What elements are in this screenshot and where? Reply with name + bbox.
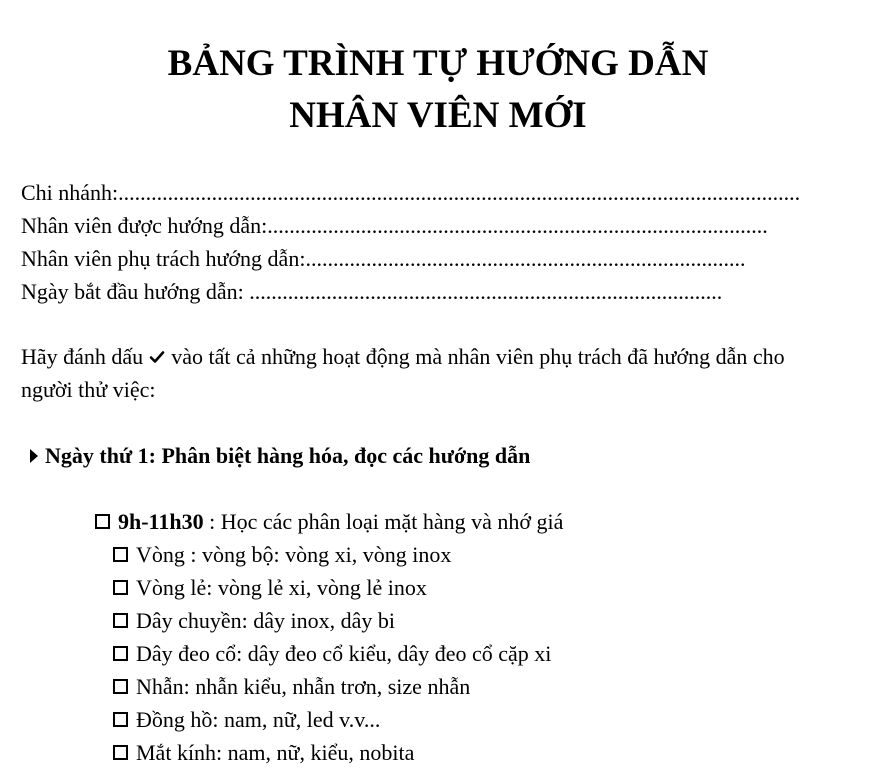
checklist-item [113, 571, 551, 604]
field-label: Nhân viên phụ trách hướng dẫn: [21, 246, 306, 271]
triangle-bullet-icon [29, 448, 39, 464]
field-trainee [21, 209, 831, 242]
task-desc: : Học các phân loại mặt hàng và nhớ giá [203, 509, 564, 534]
checklist [113, 538, 551, 769]
checkbox-icon[interactable] [113, 646, 128, 661]
document-title-line-2: NHÂN VIÊN MỚI [289, 95, 587, 136]
check-icon [149, 349, 165, 365]
task-time: 9h-11h30 [118, 509, 204, 534]
checklist-item-label: Mắt kính: nam, nữ, kiểu, nobita [136, 740, 415, 765]
checkbox-icon[interactable] [113, 547, 128, 562]
checkbox-icon[interactable] [113, 745, 128, 760]
checkbox-icon[interactable] [113, 613, 128, 628]
document-title-line-1: BẢNG TRÌNH TỰ HƯỚNG DẪN [167, 43, 709, 84]
instruction-after: vào tất cả những hoạt động mà nhân viên phụ trách đã hướng dẫn cho người thử việc: [21, 344, 785, 402]
field-fill-line[interactable]: ............................................................................................................................ [118, 180, 801, 205]
checklist-item-label: Đồng hồ: nam, nữ, led v.v... [136, 707, 381, 732]
checkbox-icon[interactable] [113, 679, 128, 694]
field-branch [21, 176, 831, 209]
checklist-item [113, 736, 551, 769]
checklist-item [113, 604, 551, 637]
checklist-item-label: Vòng : vòng bộ: vòng xi, vòng inox [136, 542, 452, 567]
checkbox-icon[interactable] [113, 580, 128, 595]
checklist-item [113, 637, 551, 670]
checklist-item-label: Dây chuyền: dây inox, dây bi [136, 608, 396, 633]
field-label: Nhân viên được hướng dẫn: [21, 213, 268, 238]
task-row [95, 505, 563, 538]
checklist-item-label: Vòng lẻ: vòng lẻ xi, vòng lẻ inox [136, 575, 427, 600]
field-label: Ngày bắt đầu hướng dẫn: [21, 279, 250, 304]
field-start-date [21, 275, 831, 308]
checkbox-icon[interactable] [95, 514, 110, 529]
checklist-item [113, 670, 551, 703]
instruction-text [21, 340, 841, 406]
checklist-item [113, 703, 551, 736]
checklist-item [113, 538, 551, 571]
field-fill-line[interactable]: ...................................................................................... [249, 279, 723, 304]
checkbox-icon[interactable] [113, 712, 128, 727]
field-fill-line[interactable]: ........................................................................................... [267, 213, 768, 238]
checklist-item-label: Dây đeo cổ: dây đeo cổ kiểu, dây đeo cổ cặp xi [136, 641, 552, 666]
day-1-label: Ngày thứ 1: Phân biệt hàng hóa, đọc các hướng dẫn [45, 443, 531, 468]
checklist-item-label: Nhẫn: nhẫn kiểu, nhẫn trơn, size nhẫn [136, 674, 471, 699]
day-1-heading [29, 439, 530, 472]
instruction-before: Hãy đánh dấu [21, 344, 144, 369]
field-trainer [21, 242, 831, 275]
field-label: Chi nhánh: [21, 180, 119, 205]
field-fill-line[interactable]: ................................................................................ [305, 246, 746, 271]
